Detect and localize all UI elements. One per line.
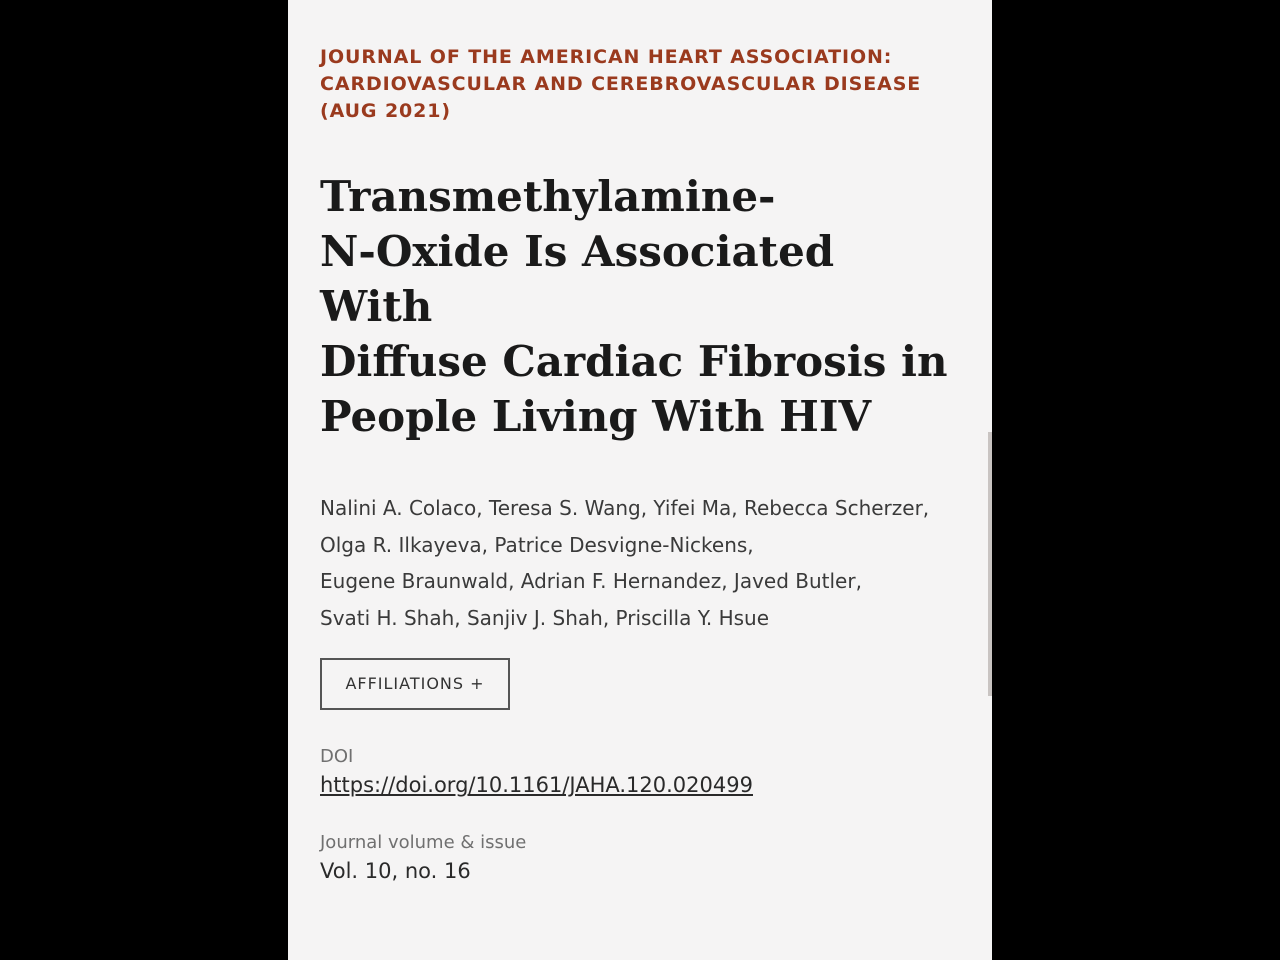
doi-section xyxy=(320,746,753,797)
author-line: Eugene Braunwald, Adrian F. Hernandez, Javed Butler, xyxy=(320,569,862,593)
article-page xyxy=(288,0,992,960)
scroll-indicator xyxy=(988,432,992,696)
doi-link[interactable]: https://doi.org/10.1161/JAHA.120.020499 xyxy=(320,773,753,797)
volume-section xyxy=(320,832,526,883)
journal-date: (AUG 2021) xyxy=(320,100,452,122)
journal-name-line: CARDIOVASCULAR AND CEREBROVASCULAR DISEASE xyxy=(320,73,922,95)
article-title-line: People Living With HIV xyxy=(320,392,872,441)
author-line: Svati H. Shah, Sanjiv J. Shah, Priscilla Y. Hsue xyxy=(320,605,770,630)
volume-value: Vol. 10, no. 16 xyxy=(320,859,471,883)
author-line: Nalini A. Colaco, Teresa S. Wang, Yifei Ma, Rebecca Scherzer, xyxy=(320,496,930,520)
journal-name xyxy=(320,44,940,125)
doi-value xyxy=(320,773,753,797)
article-title-line: N-Oxide Is Associated With xyxy=(320,227,835,331)
article-title-line: Diffuse Cardiac Fibrosis in xyxy=(320,337,948,386)
volume-label: Journal volume & issue xyxy=(320,832,527,853)
author-list xyxy=(320,490,950,636)
article-content xyxy=(320,44,960,883)
affiliations-button[interactable]: AFFILIATIONS + xyxy=(320,658,510,710)
doi-label: DOI xyxy=(320,746,354,767)
author-line: Olga R. Ilkayeva, Patrice Desvigne-Nickens, xyxy=(320,532,754,557)
article-title-line: Transmethylamine- xyxy=(320,172,776,221)
article-title xyxy=(320,169,960,444)
journal-name-line: JOURNAL OF THE AMERICAN HEART ASSOCIATION: xyxy=(320,46,893,68)
